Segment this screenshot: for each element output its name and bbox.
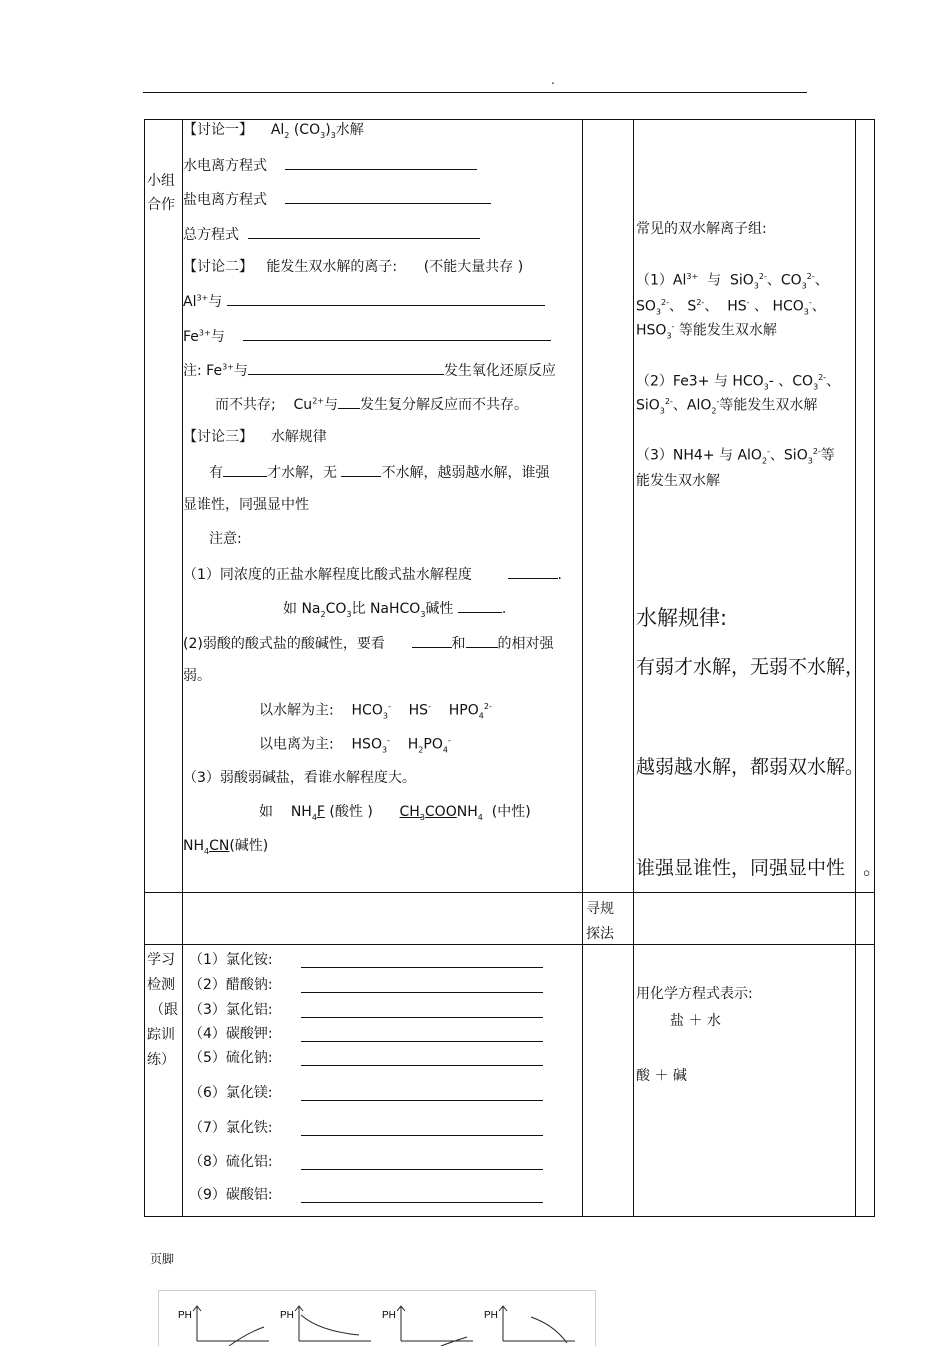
footer-text: 页脚 [150,1252,175,1266]
exercise-answer-line[interactable] [301,1100,543,1101]
discussion-1: 【讨论一】 $Al_2$ $(CO_3)_3$水解 [183,122,364,140]
answer-blank[interactable] [285,157,477,170]
discussion-2: 【讨论二】 能发生双水解的离子: (不能大量共存 ) [183,259,524,275]
exercise-answer-line[interactable] [301,1017,543,1018]
exercise-item: （5）硫化钠: [189,1050,273,1066]
ph-curve-2 [295,1306,371,1341]
test-label-2: 检测 [147,977,175,993]
method-label-2: 探法 [586,926,614,942]
exercise-answer-line[interactable] [301,1041,543,1042]
group-1-line-3: $HSO_3^-$ 等能发生双水解 [636,322,777,341]
point-1: （1）同浓度的正盐水解程度比酸式盐水解程度 . [183,567,562,583]
point-1-example: 如 $Na_2CO_3$比 NaHCO$_3$碱性 . [283,601,507,619]
ph-axis-label: PH [484,1310,498,1321]
point-3-example: 如 $NH_4F$ (酸性 ) $CH_3COONH_4$ (中性) [259,804,531,822]
ph-curve-3 [397,1306,473,1346]
point-2-end: 弱。 [183,668,211,684]
ph-curve-1 [193,1306,269,1346]
exercise-item: （6）氯化镁: [189,1085,273,1101]
answer-blank[interactable] [248,226,480,239]
exercise-answer-line[interactable] [301,1169,543,1170]
ph-curve-4 [499,1306,575,1343]
exercise-item: （3）氯化铝: [189,1002,273,1018]
exercise-answer-line[interactable] [301,1202,543,1203]
test-label-5: 练） [147,1052,175,1068]
equation-title: 用化学方程式表示: [636,986,753,1002]
exercise-item: （2）醋酸钠: [189,977,273,993]
hydrolysis-main: 以水解为主: $HCO_3^-$ HS- $HPO_4^{2-}$ [259,702,492,721]
answer-blank[interactable] [223,464,267,477]
point-3-example-2: $NH_4CN$(碱性) [183,838,269,856]
header-rule [143,92,807,93]
note-line-2: 而不共存; $Cu^{2+}$与 发生复分解反应而不共存。 [215,396,528,413]
exercise-answer-line[interactable] [301,1065,543,1066]
fe-pair: $Fe^{3+}$与 [183,328,551,344]
group-label-2: 合作 [147,197,175,213]
exercise-item: （8）硫化铝: [189,1154,273,1170]
answer-blank[interactable] [412,635,452,648]
ph-curve-figures [158,1290,596,1346]
exercise-answer-line[interactable] [301,992,543,993]
salt-ionization: 盐电离方程式 [183,191,491,207]
note-line-1: 注: $Fe^{3+}$与 发生氧化还原反应 [183,362,556,379]
point-3: （3）弱酸弱碱盐，看谁水解程度大。 [183,770,416,786]
group-1-line-2: $SO_3^{2-}$、 $S^{2-}$、 HS- 、 $HCO_3^-$、 [636,298,826,317]
ph-axis-label: PH [382,1310,396,1321]
group-2-line-1: （2）Fe3+ 与 $HCO_3-$ 、$CO_3^{2-}$、 [636,373,841,392]
answer-blank[interactable] [227,293,545,306]
group-3-line-2: 能发生双水解 [636,473,720,489]
discussion-3: 【讨论三】 水解规律 [183,429,327,445]
method-label-1: 寻规 [586,901,614,917]
answer-blank[interactable] [458,600,502,613]
exercise-answer-line[interactable] [301,1135,543,1136]
rule-line-2: 显谁性，同强显中性 [183,497,309,513]
ph-axis-label: PH [280,1310,294,1321]
law-line-3: 谁强显谁性，同强显中性 。 [636,857,883,879]
equation-acid-base: 酸 ＋ 碱 [636,1068,687,1084]
group-3-line-1: （3）NH4+ 与 AlO$_2$-、SiO$_3^{2-}$等 [636,447,835,466]
ph-axis-label: PH [178,1310,192,1321]
answer-blank[interactable] [466,635,498,648]
test-label-1: 学习 [147,952,175,968]
exercise-answer-line[interactable] [301,967,543,968]
header-dot: . [551,73,555,87]
group-2-line-2: SiO$_3^{2-}$、AlO$_2$-等能发生双水解 [636,397,818,416]
answer-blank[interactable] [338,396,360,409]
exercise-item: （9）碳酸铝: [189,1187,273,1203]
point-2: (2)弱酸的酸式盐的酸碱性，要看 和 的相对强 [183,636,554,652]
law-title: 水解规律: [636,606,728,630]
total-equation: 总方程式 [183,226,480,242]
ph-curves-svg [159,1291,595,1346]
answer-blank[interactable] [341,464,381,477]
test-label-3: （跟 [150,1002,178,1018]
law-line-2: 越弱越水解，都弱双水解。 [636,756,865,778]
answer-blank[interactable] [508,566,558,579]
ionization-main: 以电离为主: $HSO_3^-$ $H_2PO_4^-$ [259,736,451,755]
answer-blank[interactable] [285,191,491,204]
double-hydrolysis-title: 常见的双水解离子组: [636,221,767,237]
attention-label: 注意: [209,531,242,547]
exercise-item: （1）氯化铵: [189,952,273,968]
equation-salt-water: 盐 ＋ 水 [670,1013,721,1029]
exercise-item: （7）氯化铁: [189,1120,273,1136]
test-label-4: 踪训 [147,1027,175,1043]
group-label-1: 小组 [147,173,175,189]
answer-blank[interactable] [248,362,444,375]
water-ionization: 水电离方程式 [183,157,477,173]
al-pair: $Al^{3+}$与 [183,293,545,309]
rule-line-1: 有 才水解，无 不水解，越弱越水解，谁强 [209,465,550,481]
law-line-1: 有弱才水解，无弱不水解， [636,656,865,678]
answer-blank[interactable] [243,328,551,341]
exercise-item: （4）碳酸钾: [189,1026,273,1042]
group-1-line-1: $(1)Al^{3+}$ 与 SiO$_3^{2-}$、$CO_3^{2-}$、 [636,272,829,291]
